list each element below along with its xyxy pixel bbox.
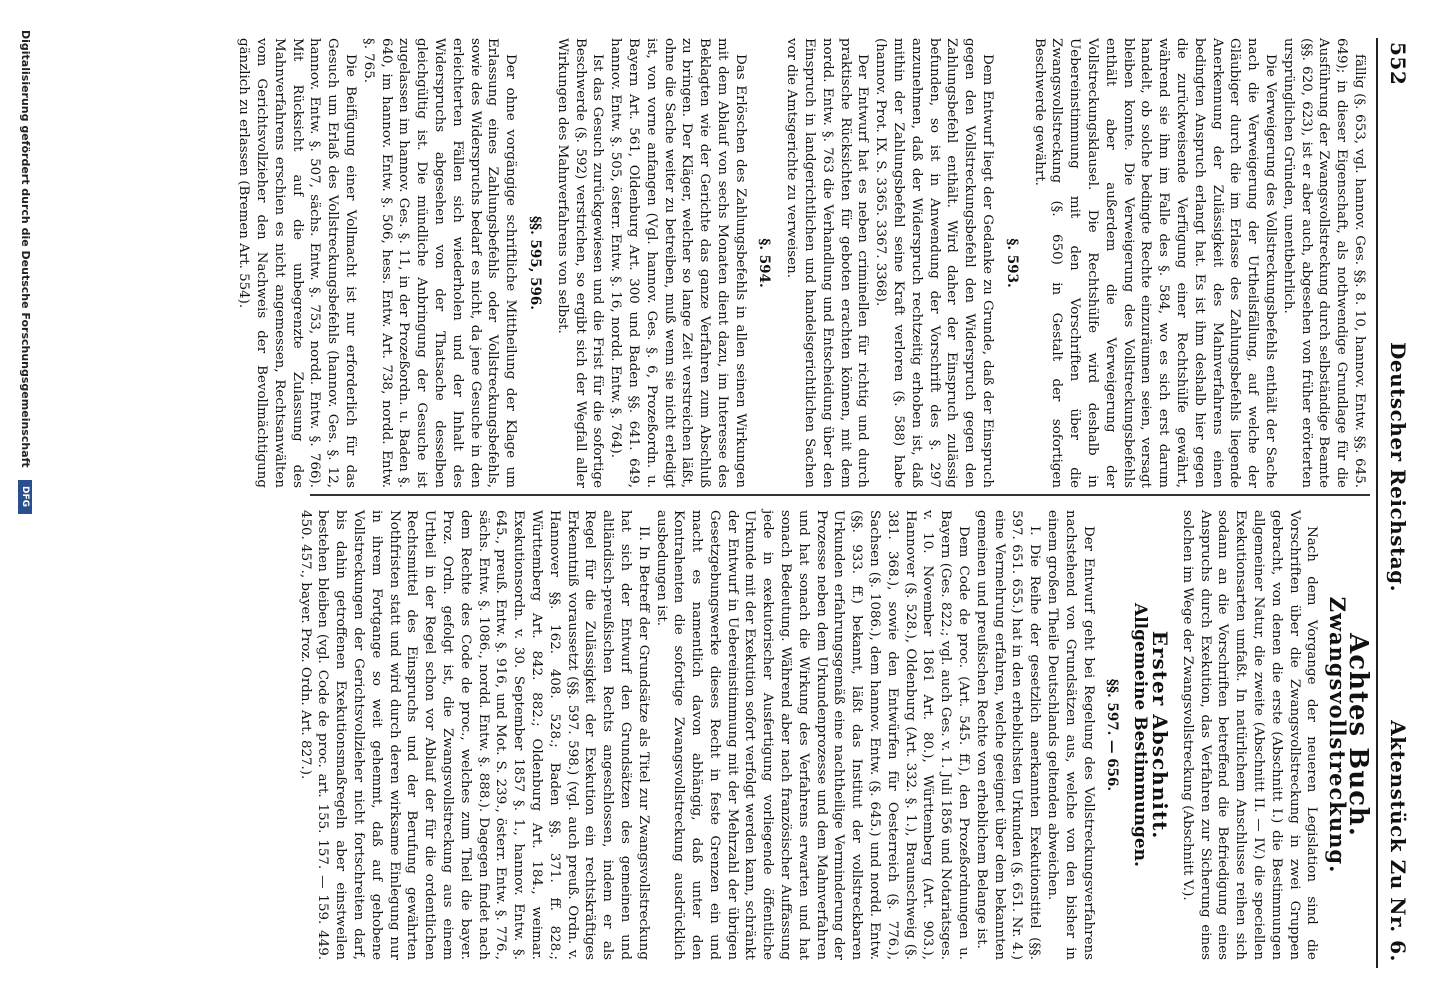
paragraph: Der ohne vorgängige schriftliche Mittheilung der Klage um Erlassung eines Zahlungsbefehls oder Vollstreckungsbefehls, sowie des Widerspruchs bedarf es nicht, da jene Gesuche in den erleichterten Fällen sich wiederholen und der Inhalt des Widerspruchs abgesehen von der Thatsache desselben gleichgültig ist. Die mündliche Anbringung der Gesuche ist zugelassen im hannov. Ges. §. 11, in der Prozeßordn. u. Baden §. 640, im hannov. Entw. §. 506, hess. Entw. Art. 738, nordd. Entw. §. 765. [360, 38, 519, 488]
digitization-credit [12, 30, 32, 990]
paragraph: Der Entwurf geht bei Regelung des Vollstreckungsverfahrens nachstehend von Grundsätzen aus, welche von den bisher in einem großen Theile Deutschlands geltenden abweichen. [1045, 510, 1096, 960]
section-heading: §. 593. [1003, 238, 1020, 288]
header-rule [1376, 38, 1378, 968]
page-number: 552 [1386, 42, 1410, 86]
paragraph: Ist das Gesuch zurückgewiesen und die Frist für die sofortige Beschwerde (§. 592) verstrichen, so ergibt sich der Wegfall aller Wirkungen des Mahnverfahrens von selbst. [554, 38, 606, 488]
paragraph: Die Beifügung einer Vollmacht ist nur erforderlich für das Gesuch um Erlaß des Vollstreckungsbefehls (hannov. Ges. §. 12, hannov. Entw. §. 507, sächs. Entw. §. 753, nordd. Entw. §. 766). Mit Rücksicht auf die unbegrenzte Zulassung des Mahnverfahrens erschien es nicht angemessen, Rechtsanwälten vom Gerichtsvollzieher den Nachweis der Bevollmächtigung gänzlich zu erlassen (Bremen Art. 554). [236, 38, 358, 488]
paragraph: Nach dem Vorgange der neueren Legislation sind die Vorschriften über die Zwangsvollstreckung in zwei Gruppen gebracht, von denen die erste (Abschnitt I.) die Bestimmungen allgemeiner Natur, die zweite (Abschnitt II. — IV.) die speciellen Exekutionsarten umfaßt. In natürlichem Anschlusse reihen sich sodann an die Vorschriften betreffend die Befriedigung eines Anspruchs durch Exekution, das Verfahren zur Sicherung eines solchen im Wege der Zwangsvollstreckung (Abschnitt V.). [1179, 510, 1320, 960]
section-title: Erster Abschnitt. [1148, 630, 1173, 840]
paragraph: Der Entwurf hat es neben criminellen für richtig und durch praktische Rücksichten für geboten erachten können, mit dem nordd. Entw. §. 763 die Verhandlung und Entscheidung über den Einspruch in landgerichtlichen und handelsgerichtlichen Sachen vor die Amtsgerichte zu verweisen. [784, 38, 871, 488]
paragraph: II. In Betreff der Grundsätze als Titel zur Zwangsvollstreckung hat sich der Entwurf den Grundsätzen des gemeinen und altländisch-preußischen Rechts angeschlossen, indem er als Regel für die Zulässigkeit der Exekution ein rechtskräftiges Erkenntniß voraussetzt (§§. 597. 598.) (vgl. auch preuß. Ordn. v. Hannover §§. 162. 408. 528.; Baden §§. 371. ff. 828.; Württemberg Art. 842. 882.; Oldenburg Art. 184., weimar. Exekutionsordn. v. 30. September 1857 §. 1., hannov. Entw. §. 645., preuß. Entw. §. 916, und Mot. S. 239., österr. Entw. §. 776., sächs. Entw. §. 1086., nordd. Entw. §. 888.). Dagegen findet nach dem Rechte des Code de proc., welches zum Theil die bayer. Proz. Ordn. gefolgt ist, die Zwangsvollstreckung aus einem Urtheil in der Regel schon vor Ablauf der für die ordentlichen Rechtsmittel des Einspruchs und der Berufung gewährten Nothfristen statt und wird durch deren wirksame Einlegung nur in ihrem Fortgange so weit gehemmt, daß auf gehobene Vollstreckungen der Gerichtsvollzieher nicht fortschreiten darf, bis dahin getroffenen Exekutionsmaßregeln aber einstweilen bestehen bleiben (vgl. Code de proc. art. 155. 157. — 159. 449. 450. 457., bayer. Proz. Ordn. Art. 827.). [297, 510, 651, 960]
book-subtitle: Zwangsvollstreckung. [1325, 596, 1351, 874]
paragraph: Das Erlöschen des Zahlungsbefehls in allen seinen Wirkungen mit dem Ablauf von sechs Monaten dient dazu, im Interesse des Beklagten wie der Gerichte das ganze Verfahren zum Abschluß zu bringen. Der Kläger, welcher so lange Zeit verstreichen läßt, ohne die Sache weiter zu betreiben, muß wenn sie nicht erledigt ist, von vorne anfangen (Vgl. hannov. Ges. §. 6, Prozeßordn. u. Bayern Art. 561, Oldenburg Art. 300 und Baden §§. 641. 649, hannov. Entw. §. 505, österr. Entw. §. 16, nordd. Entw. §. 764). [608, 38, 748, 488]
running-header [1380, 42, 1410, 962]
paragraph: I. Die Reihe der gesetzlich anerkannten Exekutionstitel (§§. 597. 651. 655.) hat in den erheblichsten Urkunden (§. 651. Nr. 4.) eine Vermehrung erfahren, welche geeignet über dem bekannten gemeinen und preußischen Rechte von erheblichem Belange ist. [973, 510, 1043, 960]
credit-text: Digitalisierung gefördert durch die Deutsche Forschungsgemeinschaft [19, 30, 32, 468]
section-heading: §§. 595, 596. [526, 216, 543, 310]
paragraph: Dem Code de proc. (Art. 545. ff.), den Prozeßordnungen u. Bayern (Ges. 822.; vgl. auch Ges. v. 1. Juli 1856 und Notariatsges. v. 10. November 1861 Art. 80.), Württemberg (Art. 903.), Hannover (§. 528.), Oldenburg (Art. 332. §. 1.), Braunschweig (§. 381. 368.), sowie den Entwürfen für Oesterreich (§. 776.), Sachsen (§. 1086.), dem hannov. Entw. (§. 645.) und nordd. Entw. (§§. 933. ff.) bekannt, läßt das Institut der vollstreckbaren Urkunden erfahrungsgemäß eine nachtheilige Verminderung der Prozesse neben dem Urkundenprozesse und dem Mahnverfahren und hat sonach die Wirkung des Verfahrens erwarten und hat sonach Bedeutung. Während aber nach französischer Auffassung jede in exekutorischer Ausfertigung vorliegende öffentliche Urkunde mit der Exekution sofort verfolgt werden kann, schränkt der Entwurf in Uebereinstimmung mit der Mehrzahl der übrigen Gesetzgebungswerke dieses Recht in feste Grenzen ein und macht es namentlich davon abhängig, daß unter den Kontrahenten die sofortige Zwangsvollstreckung ausdrücklich ausbedungen ist. [653, 510, 972, 960]
paragraph: Die Verweigerung des Vollstreckungsbefehls enthält der Sache nach die Verweigerung der Urtheilsfällung, auf welche der Gläubiger durch die im Erlasse des Zahlungsbefehls liegende Anerkennung der Zulässigkeit des Mahnverfahrens einen bedingten Anspruch erlangt hat. Es ist ihm deshalb hier gegen die zurückweisende Verfügung einer Rechtshülfe gewährt, während sie ihm im Falle des §. 584, wo es sich erst darum handelt, ob solche bedingte Rechte einzuräumen seien, versagt bleiben konnte. Die Verweigerung des Vollstreckungsbefehls enthält aber außerdem die Verweigerung der Vollstreckungsklausel. Die Rechtshülfe wird deshalb in Uebereinstimmung mit den Vorschriften über die Zwangsvollstreckung (§. 650) in Gestalt der sofortigen Beschwerde gewährt. [1031, 38, 1279, 488]
header-title: Deutscher Reichstag. [1386, 342, 1410, 593]
left-column [234, 38, 1368, 488]
book-title: Achtes Buch. [1343, 633, 1373, 837]
paragraph: Dem Entwurf liegt der Gedanke zu Grunde, daß der Einspruch gegen den Vollstreckungsbefehl den Widerspruch gegen den Zahlungsbefehl enthält. Wird daher der Einspruch zulässig befunden, so ist in Anwendung der Vorschrift des §. 297 anzunehmen, daß der Widerspruch rechtzeitig erhoben ist, daß mithin der Zahlungsbefehl seine Kraft verloren (§. 588) habe (hannov. Prot. IX. S. 3365. 3367. 3368). [873, 38, 996, 488]
paragraph: fällig (§. 653, vgl. hannov. Ges. §§. 8. 10, hannov. Entw. §§. 645. 649); in dieser Eigenschaft, als nothwendige Grundlage für die Ausführung der Zwangsvollstreckung durch selbständige Beamte (§§. 620, 623), ist er aber auch, abgesehen von früher erörterten ursprünglichen Gründen, unentbehrlich. [1280, 38, 1367, 488]
section-heading: §. 594. [756, 238, 773, 288]
header-appendix: Aktenstück Zu Nr. 6. [1386, 720, 1410, 962]
right-column [296, 510, 1373, 960]
section-heading: §§. 597. — 656. [1104, 678, 1121, 792]
section-subtitle: Allgemeine Bestimmungen. [1130, 603, 1151, 867]
column-divider [310, 494, 1370, 496]
dfg-logo: DFG [18, 480, 32, 514]
